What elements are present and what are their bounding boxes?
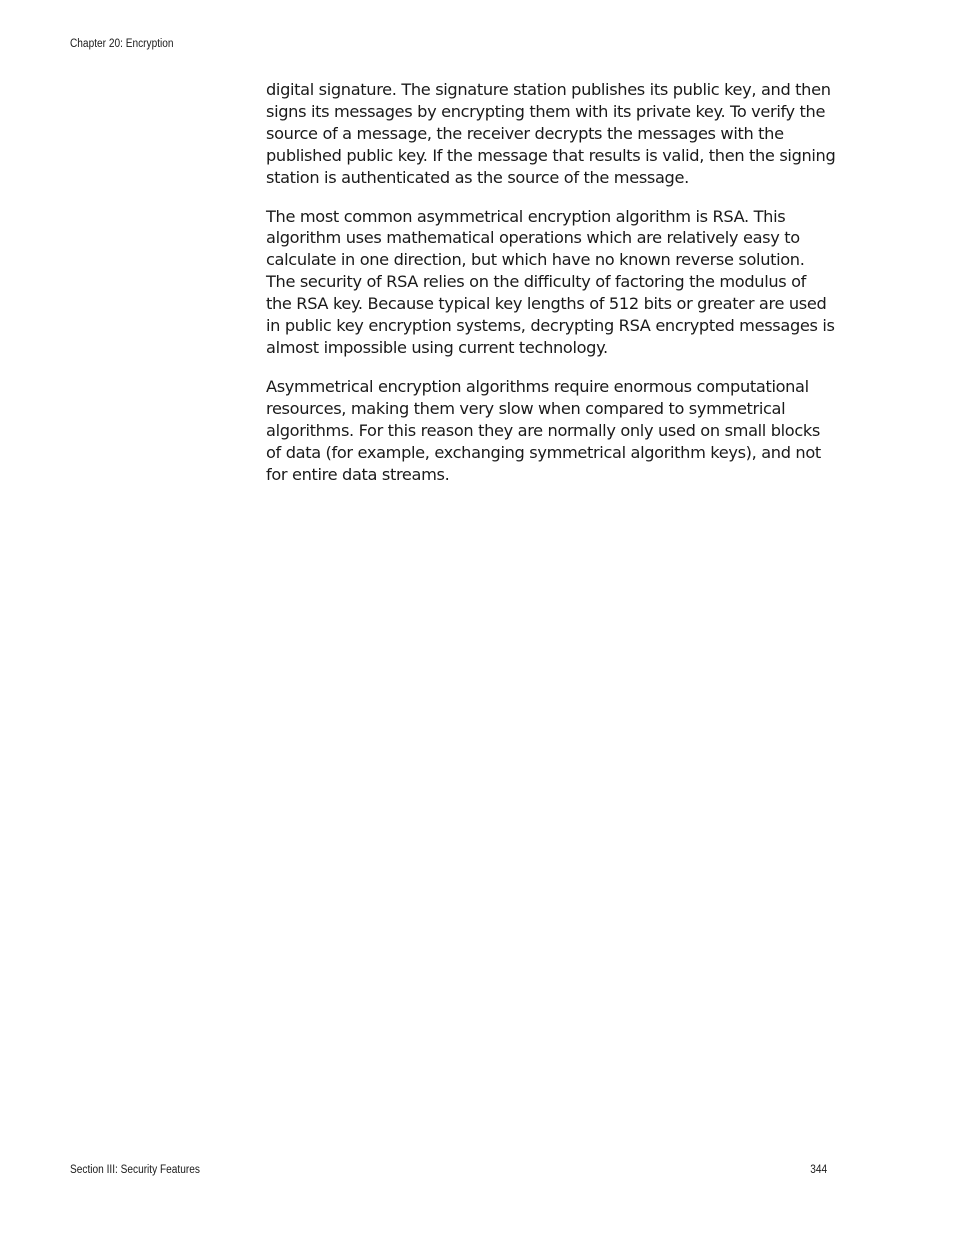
text-line: algorithms. For this reason they are normally only used on small blocks bbox=[266, 420, 821, 440]
body-text bbox=[266, 79, 836, 502]
text-line: station is authenticated as the source of the message. bbox=[266, 167, 689, 187]
text-line: The security of RSA relies on the difficulty of factoring the modulus of bbox=[266, 272, 807, 292]
text-line: source of a message, the receiver decrypts the messages with the bbox=[266, 123, 784, 143]
text-line: published public key. If the message that results is valid, then the signing bbox=[266, 145, 836, 165]
text-line: almost impossible using current technology. bbox=[266, 337, 608, 357]
text-line: signs its messages by encrypting them with its private key. To verify the bbox=[266, 101, 826, 121]
text-line: resources, making them very slow when compared to symmetrical bbox=[266, 398, 786, 418]
paragraph-rsa bbox=[266, 206, 836, 359]
text-line: in public key encryption systems, decrypting RSA encrypted messages is bbox=[266, 316, 835, 336]
paragraph-asymmetrical-performance bbox=[266, 376, 836, 486]
text-line: for entire data streams. bbox=[266, 464, 450, 484]
text-line: the RSA key. Because typical key lengths of 512 bits or greater are used bbox=[266, 294, 827, 314]
text-line: calculate in one direction, but which have no known reverse solution. bbox=[266, 250, 805, 270]
text-line: Asymmetrical encryption algorithms require enormous computational bbox=[266, 376, 809, 396]
text-line: The most common asymmetrical encryption algorithm is RSA. This bbox=[266, 206, 786, 226]
text-line: digital signature. The signature station publishes its public key, and then bbox=[266, 80, 831, 99]
text-line: algorithm uses mathematical operations which are relatively easy to bbox=[266, 228, 800, 248]
running-header-chapter: Chapter 20: Encryption bbox=[70, 38, 174, 50]
footer-page-number: 344 bbox=[810, 1164, 827, 1176]
text-line: of data (for example, exchanging symmetrical algorithm keys), and not bbox=[266, 442, 821, 462]
footer-section-title: Section III: Security Features bbox=[70, 1164, 200, 1176]
paragraph-digital-signature bbox=[266, 79, 836, 189]
